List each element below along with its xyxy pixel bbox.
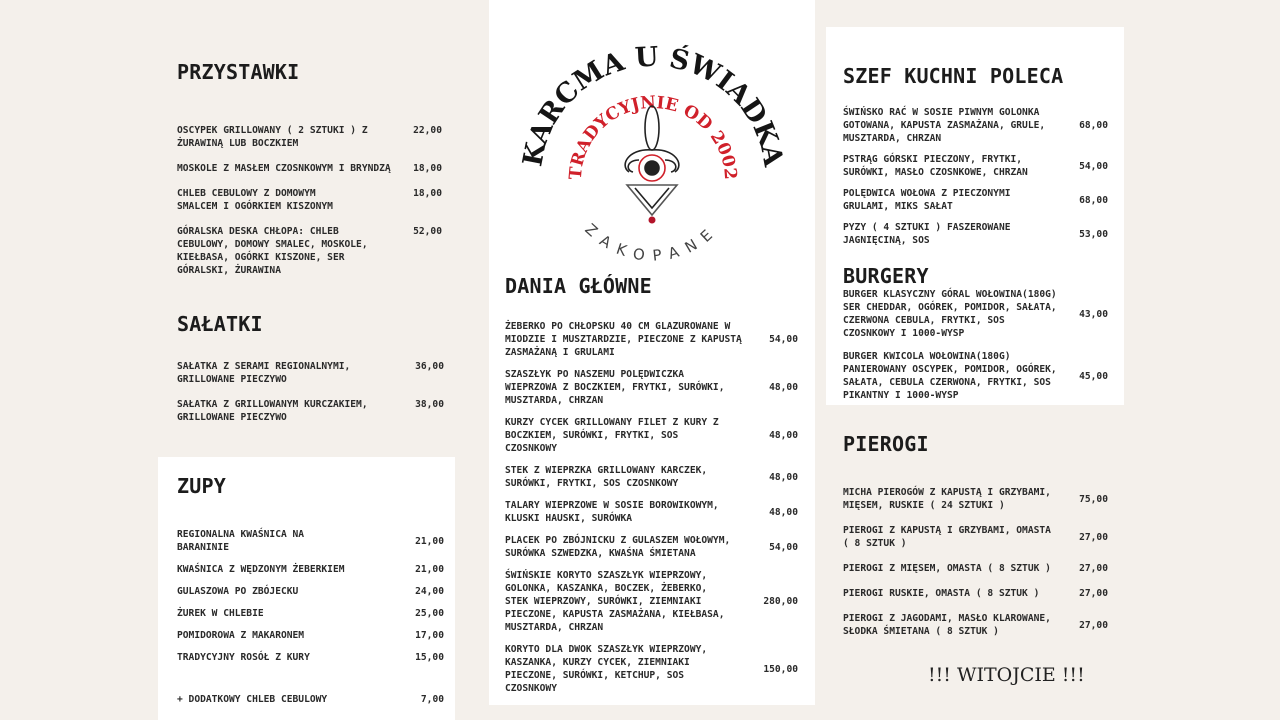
logo-name: KARCMA U ŚWIADKA — [517, 41, 789, 169]
item-name: PIEROGI Z KAPUSTĄ I GRZYBAMI, OMASTA ( 8 SZTUK ) — [843, 525, 1051, 549]
item-name: ŚWIŃSKO RAĆ W SOSIE PIWNYM GOLONKA GOTOWANA, KAPUSTA ZASMAŻANA, GRULE, MUSZTARDA, CHRZAN — [843, 107, 1046, 144]
item-price: 18,00 — [413, 163, 442, 174]
item-price: 17,00 — [415, 630, 444, 641]
ornament-drop-icon — [649, 217, 656, 224]
menu-item — [505, 499, 798, 525]
item-name: MOSKOLE Z MASŁEM CZOSNKOWYM I BRYNDZĄ — [177, 163, 391, 174]
item-price: 18,00 — [413, 188, 442, 199]
parzenica-ornament-icon — [625, 106, 679, 215]
menu-list — [505, 320, 798, 695]
item-price: 15,00 — [415, 652, 444, 663]
menu-item — [177, 225, 442, 277]
menu-item — [177, 187, 442, 213]
menu-item — [177, 528, 444, 554]
menu-list — [843, 106, 1108, 247]
menu-item — [177, 607, 444, 620]
item-name: SZASZŁYK PO NASZEMU POLĘDWICZKA WIEPRZOWA Z BOCZKIEM, FRYTKI, SURÓWKI, MUSZTARDA, CHRZAN — [505, 369, 725, 406]
restaurant-logo — [489, 0, 815, 270]
item-name: KURZY CYCEK GRILLOWANY FILET Z KURY Z BOCZKIEM, SURÓWKI, FRYTKI, SOS CZOSNKOWY — [505, 417, 719, 454]
item-price: 53,00 — [1079, 228, 1108, 240]
item-name: TRADYCYJNY ROSÓŁ Z KURY — [177, 652, 310, 663]
menu-item — [843, 288, 1108, 340]
menu-item — [843, 350, 1108, 402]
item-name: PIEROGI Z MIĘSEM, OMASTA ( 8 SZTUK ) — [843, 563, 1051, 574]
menu-item — [505, 643, 798, 695]
item-price: 150,00 — [763, 663, 798, 675]
item-name: PIEROGI Z JAGODAMI, MASŁO KLAROWANE, SŁODKA ŚMIETANA ( 8 SZTUK ) — [843, 613, 1051, 637]
item-price: 68,00 — [1079, 120, 1108, 131]
logo-tagline: TRADYCYJNIE OD 2002 — [565, 92, 741, 181]
item-price: 54,00 — [769, 334, 798, 345]
menu-list — [843, 486, 1108, 638]
section-title: BURGERY — [843, 264, 929, 288]
menu-item — [843, 587, 1108, 600]
item-name: PYZY ( 4 SZTUKI ) FASZEROWANE JAGNIĘCINĄ, SOS — [843, 222, 1011, 246]
section-przystawki — [177, 60, 442, 277]
item-name: TALARY WIEPRZOWE W SOSIE BOROWIKOWYM, KLUSKI HAUSKI, SURÓWKA — [505, 500, 719, 524]
item-price: 68,00 — [1079, 194, 1108, 206]
menu-item — [843, 153, 1108, 179]
item-price: 52,00 — [413, 226, 442, 237]
menu-item — [177, 585, 444, 598]
item-name: ŻUREK W CHLEBIE — [177, 608, 264, 619]
item-name: PIEROGI RUSKIE, OMASTA ( 8 SZTUK ) — [843, 588, 1040, 599]
menu-item — [505, 569, 798, 634]
menu-item — [505, 534, 798, 560]
item-name: ŻEBERKO PO CHŁOPSKU 40 CM GLAZUROWANE W MIODZIE I MUSZTARDZIE, PIECZONE Z KAPUSTĄ ZASMAŻANĄ I GRULAMI — [505, 321, 742, 358]
item-price: 25,00 — [415, 608, 444, 619]
logo-city: ZAKOPANE — [581, 219, 723, 265]
menu-item — [177, 360, 444, 386]
menu-item — [843, 562, 1108, 575]
item-price: 21,00 — [415, 564, 444, 575]
menu-list — [843, 288, 1108, 402]
greeting-text: !!! WITOJCIE !!! — [928, 664, 1085, 686]
item-name: KWAŚNICA Z WĘDZONYM ŻEBERKIEM — [177, 564, 345, 575]
item-price: 21,00 — [415, 535, 444, 547]
item-name: KORYTO DLA DWOK SZASZŁYK WIEPRZOWY, KASZANKA, KURZY CYCEK, ZIEMNIAKI PIECZONE, SURÓWKI, KETCHUP, SOS CZOSNKOWY — [505, 644, 708, 694]
item-name: BURGER KLASYCZNY GÓRAL WOŁOWINA(180G) SER CHEDDAR, OGÓREK, POMIDOR, SAŁATA, CZERWONA CEBULA, FRYTKI, SOS CZOSNKOWY I 1000-WYSP — [843, 289, 1057, 339]
item-name: PSTRĄG GÓRSKI PIECZONY, FRYTKI, SURÓWKI, MASŁO CZOSNKOWE, CHRZAN — [843, 154, 1028, 178]
menu-item — [177, 693, 444, 706]
item-price: 48,00 — [769, 382, 798, 393]
menu-item — [843, 187, 1108, 213]
item-price: 7,00 — [420, 694, 444, 705]
menu-item — [505, 416, 798, 455]
item-price: 54,00 — [1079, 160, 1108, 172]
section-title: PRZYSTAWKI — [177, 60, 300, 84]
menu-item — [843, 486, 1108, 512]
menu-item — [843, 106, 1108, 145]
item-name: REGIONALNA KWAŚNICA NA BARANINIE — [177, 529, 305, 553]
section-pierogi — [843, 432, 1108, 638]
menu-item — [843, 221, 1108, 247]
item-price: 48,00 — [769, 506, 798, 518]
item-price: 48,00 — [769, 471, 798, 483]
section-title: DANIA GŁÓWNE — [505, 274, 652, 298]
item-price: 280,00 — [763, 596, 798, 607]
section-title: ZUPY — [177, 474, 226, 498]
item-price: 36,00 — [415, 361, 444, 372]
section-title: SZEF KUCHNI POLECA — [843, 64, 1064, 88]
menu-item — [843, 524, 1108, 550]
item-price: 54,00 — [769, 541, 798, 553]
menu-item — [177, 629, 444, 642]
item-price: 43,00 — [1079, 308, 1108, 320]
item-name: POMIDOROWA Z MAKARONEM — [177, 630, 305, 641]
menu-item — [177, 124, 442, 150]
section-title: SAŁATKI — [177, 312, 263, 336]
menu-item — [505, 464, 798, 490]
section-salatki — [177, 312, 444, 424]
item-name: CHLEB CEBULOWY Z DOMOWYM SMALCEM I OGÓRKIEM KISZONYM — [177, 188, 333, 212]
menu-item — [177, 162, 442, 175]
item-price: 24,00 — [415, 586, 444, 597]
item-price: 22,00 — [413, 125, 442, 136]
item-name: ŚWIŃSKIE KORYTO SZASZŁYK WIEPRZOWY, GOLONKA, KASZANKA, BOCZEK, ŻEBERKO, STEK WIEPRZOWY, SURÓWKI, ZIEMNIAKI PIECZONE, KAPUSTA ZASMAŻANA, KIEŁBASA, MUSZTARDA, CHRZAN — [505, 570, 725, 633]
menu-item — [505, 320, 798, 359]
menu-item — [843, 612, 1108, 638]
item-name: POLĘDWICA WOŁOWA Z PIECZONYMI GRULAMI, MIKS SAŁAT — [843, 188, 1011, 212]
item-price: 48,00 — [769, 430, 798, 441]
item-name: OSCYPEK GRILLOWANY ( 2 SZTUKI ) Z ŻURAWINĄ LUB BOCZKIEM — [177, 125, 368, 149]
item-price: 45,00 — [1079, 370, 1108, 382]
item-price: 75,00 — [1079, 493, 1108, 505]
section-dania-glowne — [505, 274, 798, 695]
section-burgery — [843, 264, 1108, 402]
item-price: 38,00 — [415, 399, 444, 410]
item-name: BURGER KWICOLA WOŁOWINA(180G) PANIEROWANY OSCYPEK, POMIDOR, OGÓREK, SAŁATA, CEBULA CZERWONA, FRYTKI, SOS PIKANTNY I 1000-WYSP — [843, 351, 1057, 401]
item-price: 27,00 — [1079, 588, 1108, 599]
item-name: SAŁATKA Z GRILLOWANYM KURCZAKIEM, GRILLOWANE PIECZYWO — [177, 399, 368, 423]
item-name: PLACEK PO ZBÓJNICKU Z GULASZEM WOŁOWYM, SURÓWKA SZWEDZKA, KWAŚNA ŚMIETANA — [505, 535, 731, 559]
item-name: SAŁATKA Z SERAMI REGIONALNYMI, GRILLOWANE PIECZYWO — [177, 361, 351, 385]
item-price: 27,00 — [1079, 619, 1108, 631]
item-name: + DODATKOWY CHLEB CEBULOWY — [177, 694, 328, 705]
section-szef-kuchni-poleca — [843, 64, 1108, 247]
section-title: PIEROGI — [843, 432, 929, 456]
menu-list — [177, 360, 444, 424]
item-name: MICHA PIEROGÓW Z KAPUSTĄ I GRZYBAMI, MIĘSEM, RUSKIE ( 24 SZTUKI ) — [843, 487, 1051, 511]
menu-item — [177, 398, 444, 424]
item-price: 27,00 — [1079, 531, 1108, 543]
item-name: STEK Z WIEPRZKA GRILLOWANY KARCZEK, SURÓWKI, FRYTKI, SOS CZOSNKOWY — [505, 465, 708, 489]
menu-item — [177, 563, 444, 576]
menu-item — [177, 651, 444, 664]
section-zupy — [177, 474, 444, 706]
item-name: GULASZOWA PO ZBÓJECKU — [177, 586, 299, 597]
menu-item — [505, 368, 798, 407]
item-name: GÓRALSKA DESKA CHŁOPA: CHLEB CEBULOWY, DOMOWY SMALEC, MOSKOLE, KIEŁBASA, OGÓRKI KISZONE, SER GÓRALSKI, ŻURAWINA — [177, 226, 368, 276]
menu-list — [177, 124, 442, 277]
menu-list — [177, 528, 444, 706]
item-price: 27,00 — [1079, 563, 1108, 574]
